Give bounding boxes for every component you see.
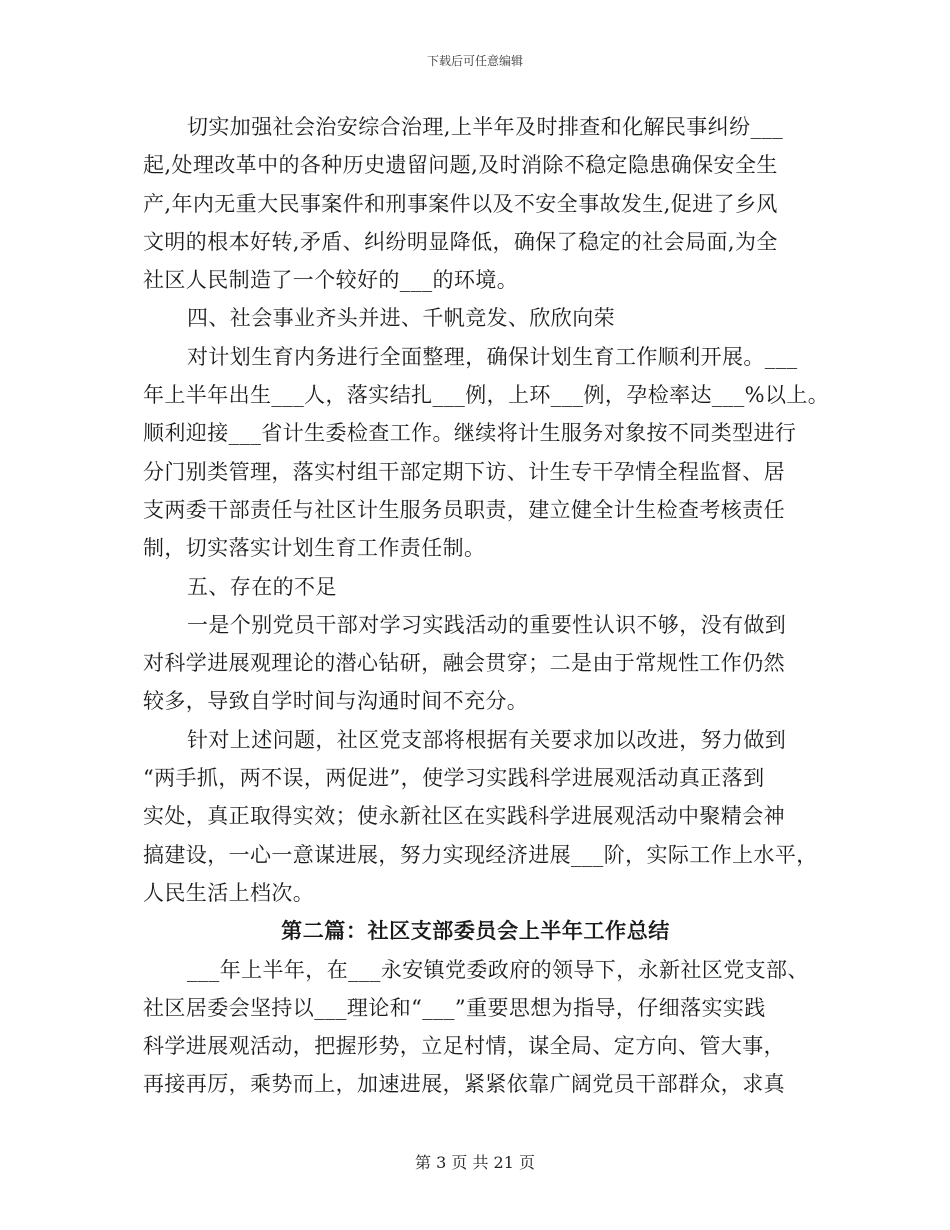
text-line: 对科学进展观理论的潜心钻研，融会贯穿；二是由于常规性工作仍然 — [143, 651, 785, 676]
text-line: “两手抓，两不误，两促进”，使学习实践科学进展观活动真正落到 — [143, 766, 765, 791]
text-line: 年上半年出生___人，落实结扎___例，上环___例，孕检率达___%以上。 — [143, 383, 830, 408]
text-line: 支两委干部责任与社区计生服务员职责，建立健全计生检查考核责任 — [143, 497, 785, 522]
text-line: 人民生活上档次。 — [143, 880, 315, 905]
document-body — [143, 108, 830, 1104]
text-line: 较多，导致自学时间与沟通时间不充分。 — [143, 689, 529, 714]
text-line: 五、存在的不足 — [187, 574, 337, 599]
text-line: 社区居委会坚持以___理论和“___”重要思想为指导，仔细落实实践 — [143, 995, 766, 1020]
text-line: 文明的根本好转,矛盾、纠纷明显降低，确保了稳定的社会局面,为全 — [143, 229, 778, 254]
text-line: 起,处理改革中的各种历史遗留问题,及时消除不稳定隐患确保安全生 — [143, 153, 778, 178]
text-line: 一是个别党员干部对学习实践活动的重要性认识不够，没有做到 — [187, 612, 787, 637]
section-heading: 第二篇：社区支部委员会上半年工作总结 — [281, 918, 670, 944]
text-line: 分门别类管理，落实村组干部定期下访、计生专干孕情全程监督、居 — [143, 459, 785, 484]
text-line: 再接再厉，乘势而上，加速进展，紧紧依靠广阔党员干部群众，求真 — [143, 1072, 785, 1097]
page-header-note: 下载后可任意编辑 — [426, 54, 523, 68]
text-line: 搞建设，一心一意谋进展，努力实现经济进展___阶，实际工作上水平， — [143, 842, 818, 867]
page-number: 第 3 页 共 21 页 — [415, 1153, 535, 1172]
text-line: 产,年内无重大民事案件和刑事案件以及不安全事故发生,促进了乡风 — [143, 191, 778, 216]
text-line: 切实加强社会治安综合治理,上半年及时排查和化解民事纠纷___ — [187, 115, 784, 139]
text-line: 实处，真正取得实效；使永新社区在实践科学进展观活动中聚精会神 — [143, 804, 785, 829]
text-line: 针对上述问题，社区党支部将根据有关要求加以改进，努力做到 — [187, 727, 787, 752]
text-line: ___年上半年，在___永安镇党委政府的领导下，永新社区党支部、 — [187, 957, 809, 982]
text-line: 四、社会事业齐头并进、千帆竞发、欣欣向荣 — [187, 306, 615, 331]
text-line: 社区人民制造了一个较好的___的环境。 — [143, 268, 519, 293]
text-line: 对计划生育内务进行全面整理，确保计划生育工作顺利开展。___ — [187, 344, 798, 369]
text-line: 制，切实落实计划生育工作责任制。 — [143, 536, 486, 561]
text-line: 科学进展观活动，把握形势，立足村情，谋全局、定方向、管大事， — [143, 1034, 785, 1059]
text-line: 顺利迎接___省计生委检查工作。继续将计生服务对象按不同类型进行 — [143, 421, 797, 446]
